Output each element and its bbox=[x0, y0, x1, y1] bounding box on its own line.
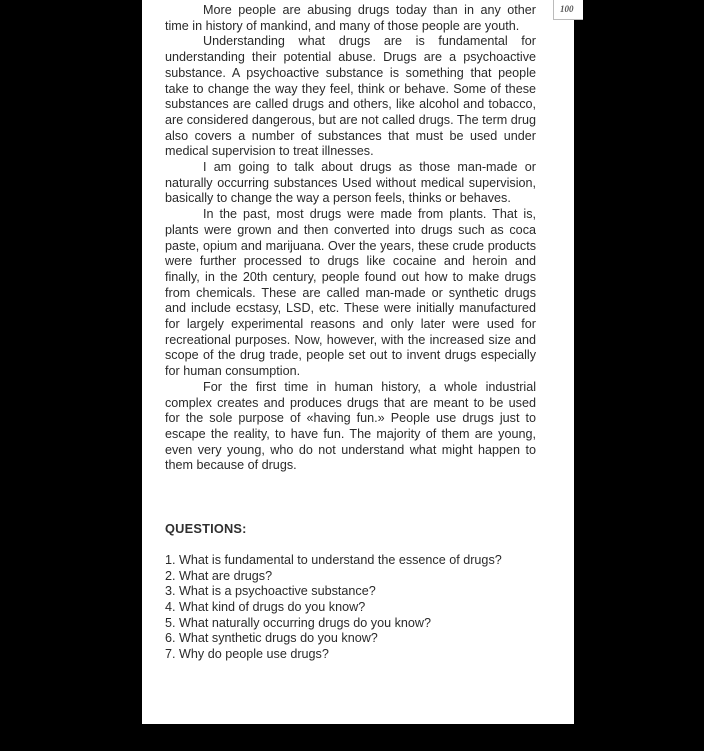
paragraph-2: Understanding what drugs are is fundamental for understanding their potential abuse. Drugs are a psychoactive substance. A psychoactive substance is something that people take to change the way they feel, think or behave. Some of these substances are called drugs and others, like alcohol and tobacco, are considered dangerous, but are not called drugs. The term drug also covers a number of substances that must be used under medical supervision to treat illnesses. bbox=[165, 34, 536, 159]
questions-list bbox=[165, 553, 536, 663]
question-item: 4. What kind of drugs do you know? bbox=[165, 599, 366, 614]
question-item: 3. What is a psychoactive substance? bbox=[165, 584, 376, 599]
paragraph-3: I am going to talk about drugs as those man-made or naturally occurring substances Used without medical supervision, basically to change the way a person feels, thinks or behaves. bbox=[165, 160, 536, 206]
page-number: 100 bbox=[553, 0, 583, 20]
question-item: 1. What is fundamental to understand the essence of drugs? bbox=[165, 552, 502, 567]
question-item: 2. What are drugs? bbox=[165, 568, 273, 583]
questions-heading: QUESTIONS: bbox=[165, 521, 247, 537]
text-column bbox=[165, 3, 536, 663]
question-item: 6. What synthetic drugs do you know? bbox=[165, 631, 378, 646]
paragraph-4: In the past, most drugs were made from plants. That is, plants were grown and then converted into drugs such as coca paste, opium and marijuana. Over the years, these crude products were further processed to drugs like cocaine and heroin and finally, in the 20th century, people found out how to make drugs from chemicals. These are called man-made or synthetic drugs and include ecstasy, LSD, etc. These were initially manufactured for largely experimental reasons and only later were used for recreational purposes. Now, however, with the increased size and scope of the drug trade, people set out to invent drugs especially for human consumption. bbox=[165, 207, 536, 379]
document-page bbox=[142, 0, 574, 724]
question-item: 7. Why do people use drugs? bbox=[165, 647, 329, 662]
paragraph-5: For the first time in human history, a whole industrial complex creates and produces drugs that are meant to be used for the sole purpose of «having fun.» People use drugs just to escape the reality, to have fun. The majority of them are young, even very young, who do not understand what might happen to them because of drugs. bbox=[165, 379, 536, 473]
question-item: 5. What naturally occurring drugs do you know? bbox=[165, 615, 432, 630]
paragraph-1: More people are abusing drugs today than in any other time in history of mankind, and many of those people are youth. bbox=[165, 3, 536, 33]
